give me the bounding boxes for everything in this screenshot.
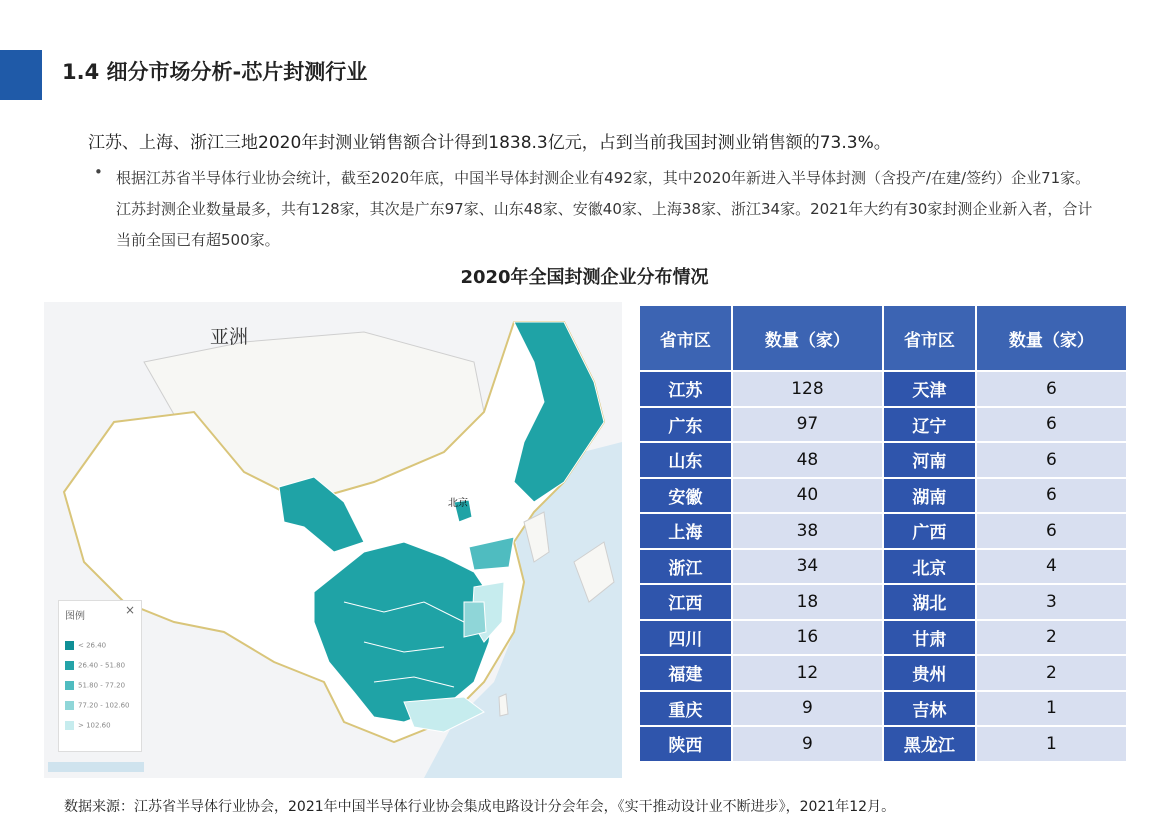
count-cell: 6 [977,372,1126,406]
table-row [640,443,1126,477]
count-cell: 34 [733,550,882,584]
province-cell: 吉林 [884,692,975,726]
table-row [640,727,1126,761]
legend-item-label: 51.80 - 77.20 [78,681,126,690]
province-cell: 辽宁 [884,408,975,442]
province-cell: 广西 [884,514,975,548]
count-cell: 6 [977,514,1126,548]
title-accent-bar [0,50,42,100]
header-count: 数量（家） [733,306,882,370]
province-cell: 湖北 [884,585,975,619]
legend-item [65,661,125,673]
province-cell: 安徽 [640,479,731,513]
count-cell: 97 [733,408,882,442]
lead-paragraph: 江苏、上海、浙江三地2020年封测业销售额合计得到1838.3亿元，占到当前我国封测业销售额的73.3%。 [88,133,891,153]
province-cell: 浙江 [640,550,731,584]
province-cell: 江西 [640,585,731,619]
map-label-beijing: 北京 [448,498,468,509]
count-cell: 1 [977,727,1126,761]
legend-item-label: 26.40 - 51.80 [78,661,126,670]
header-count: 数量（家） [977,306,1126,370]
province-cell: 湖南 [884,479,975,513]
province-cell: 重庆 [640,692,731,726]
count-cell: 16 [733,621,882,655]
legend-swatch [65,641,74,650]
province-cell: 四川 [640,621,731,655]
count-cell: 3 [977,585,1126,619]
distribution-table [638,304,1128,763]
count-cell: 1 [977,692,1126,726]
bullet-marker: • [94,163,103,181]
table-header-row [640,306,1126,370]
china-distribution-map [44,302,622,778]
table-row [640,514,1126,548]
count-cell: 2 [977,656,1126,690]
legend-swatch [65,701,74,710]
province-cell: 上海 [640,514,731,548]
count-cell: 12 [733,656,882,690]
table-row [640,479,1126,513]
legend-item [65,701,130,713]
province-cell: 天津 [884,372,975,406]
province-cell: 广东 [640,408,731,442]
map-legend [58,600,142,752]
table-row [640,656,1126,690]
table-row [640,621,1126,655]
count-cell: 40 [733,479,882,513]
count-cell: 4 [977,550,1126,584]
province-cell: 山东 [640,443,731,477]
legend-item-label: > 102.60 [78,721,111,730]
count-cell: 6 [977,479,1126,513]
count-cell: 6 [977,408,1126,442]
table-row [640,692,1126,726]
legend-item-label: < 26.40 [78,641,107,650]
province-cell: 黑龙江 [884,727,975,761]
header-province: 省市区 [640,306,731,370]
legend-title: 图例 [65,611,85,622]
legend-swatch [65,721,74,730]
chart-title: 2020年全国封测企业分布情况 [460,267,709,288]
count-cell: 128 [733,372,882,406]
map-label-asia: 亚洲 [210,326,249,348]
legend-close-icon[interactable]: × [124,603,135,617]
count-cell: 9 [733,727,882,761]
legend-swatch [65,661,74,670]
province-cell: 甘肃 [884,621,975,655]
legend-item [65,641,106,653]
province-cell: 河南 [884,443,975,477]
table-row [640,372,1126,406]
count-cell: 38 [733,514,882,548]
table-row [640,550,1126,584]
legend-item [65,721,111,733]
table-row [640,585,1126,619]
legend-item-label: 77.20 - 102.60 [78,701,130,710]
legend-swatch [65,681,74,690]
province-cell: 陕西 [640,727,731,761]
source-note: 数据来源：江苏省半导体行业协会，2021年中国半导体行业协会集成电路设计分会年会，《实干推动设计业不断进步》，2021年12月。 [64,799,896,815]
province-cell: 江苏 [640,372,731,406]
count-cell: 2 [977,621,1126,655]
bullet-paragraph: 根据江苏省半导体行业协会统计，截至2020年底，中国半导体封测企业有492家，其中2020年新进入半导体封测（含投产/在建/签约）企业71家。江苏封测企业数量最多，共有128家，其次是广东97家、山东48家、安徽40家、上海38家、浙江34家。2021年大约有30家封测企业新入者，合计当前全国已有超500家。 [116,169,1093,249]
count-cell: 9 [733,692,882,726]
header-province: 省市区 [884,306,975,370]
table-row [640,408,1126,442]
count-cell: 48 [733,443,882,477]
count-cell: 18 [733,585,882,619]
province-cell: 北京 [884,550,975,584]
count-cell: 6 [977,443,1126,477]
province-cell: 贵州 [884,656,975,690]
legend-item [65,681,125,693]
province-cell: 福建 [640,656,731,690]
slide-title: 1.4 细分市场分析-芯片封测行业 [62,60,368,84]
